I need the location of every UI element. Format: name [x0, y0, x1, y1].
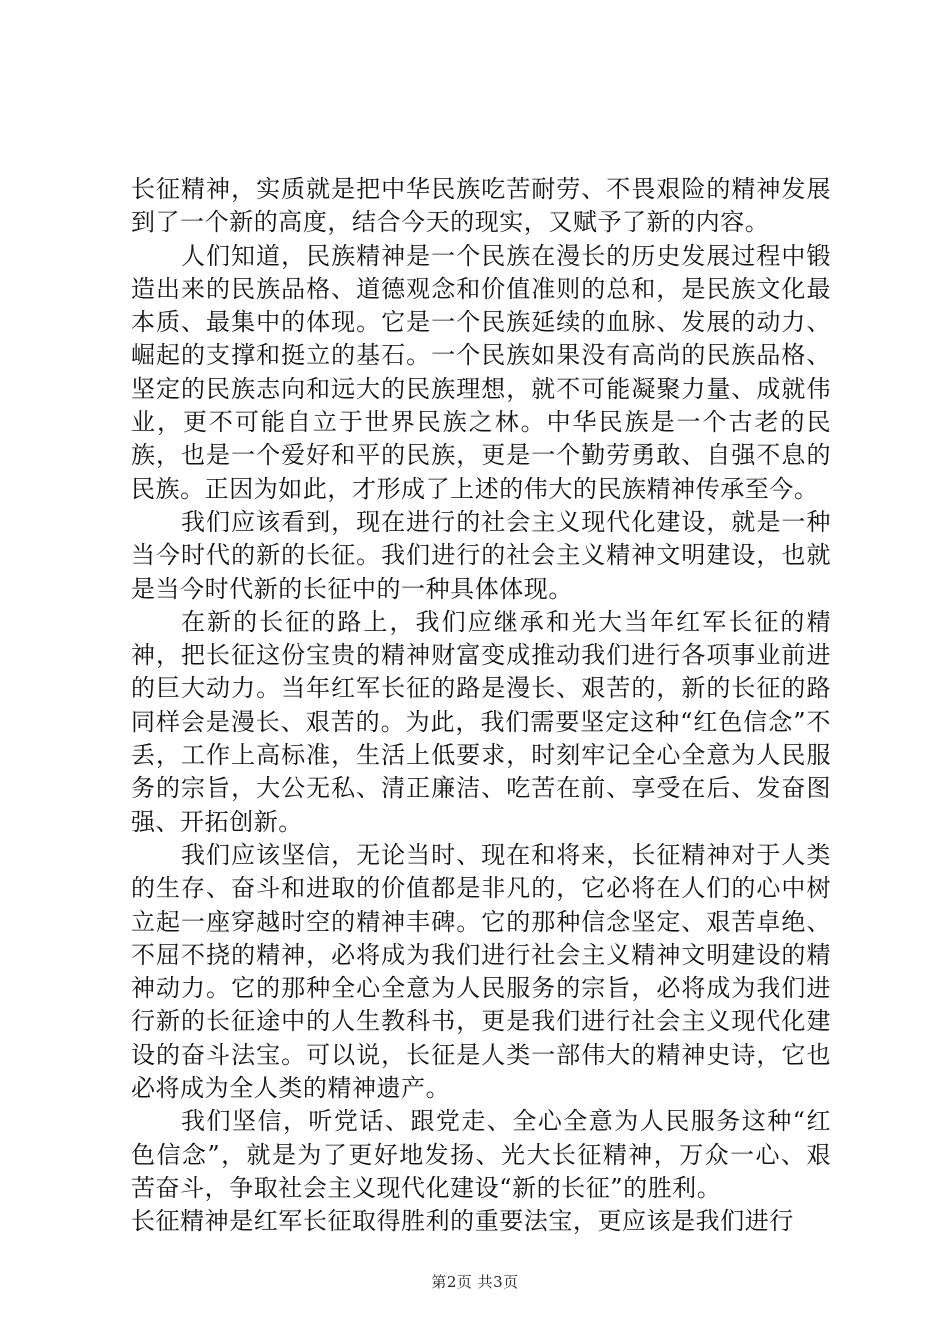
- page-number-footer: 第2页 共3页: [431, 1273, 519, 1291]
- paragraph-6: 我们坚信，听党话、跟党走、全心全意为人民服务这种“红色信念”，就是为了更好地发扬、光大长征精神，万众一心、艰苦奋斗，争取社会主义现代化建设“新的长征”的胜利。: [131, 1107, 831, 1202]
- document-body: [131, 173, 831, 1239]
- paragraph-4: 在新的长征的路上，我们应继承和光大当年红军长征的精神，把长征这份宝贵的精神财富变成推动我们进行各项事业前进的巨大动力。当年红军长征的路是漫长、艰苦的，新的长征的路同样会是漫长、艰苦的。为此，我们需要坚定这种“红色信念”不丢，工作上高标准，生活上低要求，时刻牢记全心全意为人民服务的宗旨，大公无私、清正廉洁、吃苦在前、享受在后、发奋图强、开拓创新。: [131, 607, 831, 836]
- paragraph-7: 长征精神是红军长征取得胜利的重要法宝，更应该是我们进行: [131, 1207, 794, 1236]
- paragraph-3: 我们应该看到，现在进行的社会主义现代化建设，就是一种当今时代的新的长征。我们进行的社会主义精神文明建设，也就是当今时代新的长征中的一种具体体现。: [131, 507, 831, 603]
- paragraph-1: 长征精神，实质就是把中华民族吃苦耐劳、不畏艰险的精神发展到了一个新的高度，结合今天的现实，又赋予了新的内容。: [131, 175, 831, 237]
- paragraph-2: 人们知道，民族精神是一个民族在漫长的历史发展过程中锻造出来的民族品格、道德观念和价值准则的总和，是民族文化最本质、最集中的体现。它是一个民族延续的血脉、发展的动力、崛起的支撑和挺立的基石。一个民族如果没有高尚的民族品格、坚定的民族志向和远大的民族理想，就不可能凝聚力量、成就伟业，更不可能自立于世界民族之林。中华民族是一个古老的民族，也是一个爱好和平的民族，更是一个勤劳勇敢、自强不息的民族。正因为如此，才形成了上述的伟大的民族精神传承至今。: [131, 241, 831, 503]
- paragraph-5: 我们应该坚信，无论当时、现在和将来，长征精神对于人类的生存、奋斗和进取的价值都是非凡的，它必将在人们的心中树立起一座穿越时空的精神丰碑。它的那种信念坚定、艰苦卓绝、不屈不挠的精神，必将成为我们进行社会主义精神文明建设的精神动力。它的那种全心全意为人民服务的宗旨，必将成为我们进行新的长征途中的人生教科书，更是我们进行社会主义现代化建设的奋斗法宝。可以说，长征是人类一部伟大的精神史诗，它也必将成为全人类的精神遗产。: [131, 840, 831, 1103]
